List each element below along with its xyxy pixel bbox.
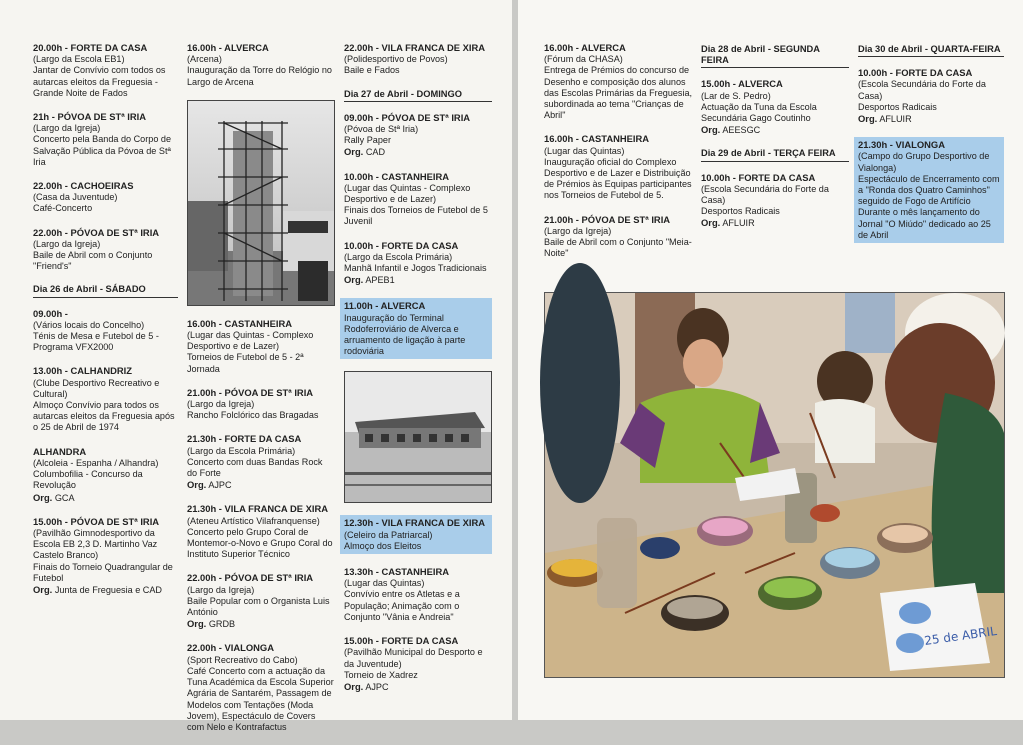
event-title: 21.30h - FORTE DA CASA <box>187 433 302 445</box>
event-title: 10.00h - CASTANHEIRA <box>344 170 450 182</box>
event-title: 15.00h - PÓVOA DE STª IRIA <box>33 515 160 527</box>
event-description: Concerto pelo Grupo Coral de Montemor-o-Novo e Grupo Coral do Instituto Superior Técnico <box>187 526 333 560</box>
left-column-1 <box>33 42 178 608</box>
event-title: 10.00h - FORTE DA CASA <box>344 239 459 251</box>
event-entry <box>344 635 492 693</box>
event-title: 10.00h - FORTE DA CASA <box>858 67 973 79</box>
day-header: Dia 29 de Abril - TERÇA FEIRA <box>701 148 849 161</box>
event-entry <box>344 112 492 159</box>
organizer-prefix: Org. <box>344 680 364 692</box>
event-description: Desportos Radicais <box>858 101 937 112</box>
event-description: Torneios de Futebol de 5 - 2ª Jornada <box>187 352 304 374</box>
organizer-prefix: Org. <box>33 583 53 595</box>
organizer-name: GRDB <box>208 619 236 630</box>
clock-tower-photo <box>187 100 335 306</box>
event-location: (Celeiro da Patriarcal) <box>344 529 433 540</box>
organizer-prefix: Org. <box>344 146 364 158</box>
left-column-3 <box>344 42 492 705</box>
event-location: (Lugar das Quintas - Complexo Desportivo e de Lazer) <box>187 330 314 352</box>
event-organizer <box>187 618 335 630</box>
event-location: (Campo do Grupo Desportivo de Vialonga) <box>858 151 990 173</box>
day-header: Dia 28 de Abril - SEGUNDA FEIRA <box>701 44 849 68</box>
event-title: 16.00h - CASTANHEIRA <box>187 317 293 329</box>
event-entry <box>33 446 178 504</box>
event-description: Torneio de Xadrez <box>344 669 418 680</box>
left-column-2 <box>187 42 335 745</box>
event-location: (Arcena) <box>187 54 222 65</box>
event-location: (Clube Desportivo Recreativo e Cultural) <box>33 377 160 399</box>
event-title: 21.00h - PÓVOA DE STª IRIA <box>544 213 671 225</box>
event-title: 13.30h - CASTANHEIRA <box>344 566 450 578</box>
event-description: Actuação da Tuna da Escola Secundária Gago Coutinho <box>701 101 817 124</box>
event-title: 22.00h - VILA FRANCA DE XIRA <box>344 42 485 53</box>
event-title: 22.00h - CACHOEIRAS <box>33 180 134 192</box>
terminal-photo <box>344 371 492 503</box>
event-location: (Fórum da CHASA) <box>544 54 623 65</box>
event-entry <box>344 566 492 623</box>
day-header: Dia 27 de Abril - DOMINGO <box>344 89 492 102</box>
event-title: 22.00h - VIALONGA <box>187 642 274 654</box>
event-location: (Largo da Igreja) <box>187 584 255 595</box>
event-location: (Pavilhão Municipal do Desporto e da Juventude) <box>344 647 483 669</box>
event-description: Baile e Fados <box>344 65 400 76</box>
event-description: Concerto pela Banda do Corpo de Salvação Pública da Póvoa de Stª Iria <box>33 134 172 167</box>
event-title: 22.00h - PÓVOA DE STª IRIA <box>33 226 160 238</box>
bus-terminal-image <box>345 372 491 502</box>
event-location: (Lugar das Quintas - Complexo Desportivo e de Lazer) <box>344 182 471 205</box>
event-title: 22.00h - PÓVOA DE STª IRIA <box>187 572 314 584</box>
event-entry <box>187 318 335 375</box>
event-organizer <box>33 584 178 596</box>
event-location: (Ateneu Artístico Vilafranquense) <box>187 515 320 526</box>
event-organizer <box>344 274 492 286</box>
organizer-name: CAD <box>365 147 386 158</box>
event-entry <box>33 111 178 168</box>
event-title: 09.00h - PÓVOA DE STª IRIA <box>344 111 471 123</box>
event-entry <box>544 214 694 260</box>
event-entry <box>344 171 492 228</box>
event-description: Finais dos Torneios de Futebol de 5 Juvenil <box>344 205 488 227</box>
event-description: Café-Concerto <box>33 203 93 214</box>
event-entry <box>187 433 335 491</box>
event-entry <box>33 180 178 215</box>
event-location: (Largo da Igreja) <box>187 399 255 410</box>
organizer-name: AFLUIR <box>879 114 912 125</box>
day-header: Dia 26 de Abril - SÁBADO <box>33 284 178 297</box>
event-title: ALHANDRA <box>33 445 87 457</box>
event-title: 21.30h - VIALONGA <box>858 139 945 151</box>
event-description: Jantar de Convívio com todos os autarcas eleitos da Freguesia - Grande Noite de Fados <box>33 65 166 98</box>
event-description: Finais do Torneio Quadrangular de Futebol <box>33 561 173 583</box>
event-description: Entrega de Prémios do concurso de Desenho e composição dos alunos das Escolas Primárias da Freguesia, subordinada ao tema "Crianças de Abril" <box>544 65 693 121</box>
event-location: (Largo da Escola EB1) <box>33 54 125 65</box>
organizer-prefix: Org. <box>187 479 207 491</box>
event-entry <box>187 42 335 88</box>
event-description: Inauguração oficial do Complexo Desportivo e de Lazer e Distribuição de Prémios às Equipas participantes nos Torneios de Futebol de 5. <box>544 156 692 201</box>
event-entry <box>544 133 694 201</box>
event-title: 12.30h - VILA FRANCA DE XIRA <box>344 517 485 529</box>
highlighted-event <box>854 137 1004 243</box>
right-column-2 <box>701 38 849 242</box>
event-description: Convívio entre os Atletas e a População; Animação com o Conjunto "Vânia e Andreia" <box>344 589 460 622</box>
event-title: 20.00h - FORTE DA CASA <box>33 42 148 53</box>
organizer-name: Junta de Freguesia e CAD <box>54 584 162 595</box>
event-title: 11.00h - ALVERCA <box>344 300 426 312</box>
event-location: (Largo da Igreja) <box>33 123 101 134</box>
event-entry <box>701 78 849 136</box>
organizer-name: AFLUIR <box>722 218 755 229</box>
event-description: Café Concerto com a actuação da Tuna Académica da Escola Superior Agrária de Santarém, Passagem de Modelos com Tentações (Moda Jovem), Espectáculo de Covers com Nelo e Kontrafactus <box>187 665 334 732</box>
event-entry <box>33 42 178 99</box>
organizer-prefix: Org. <box>701 217 721 229</box>
event-entry <box>858 67 1004 125</box>
event-title: 16.00h - ALVERCA <box>187 42 269 53</box>
event-entry <box>344 240 492 287</box>
event-entry <box>187 572 335 630</box>
event-location: (Póvoa de Stª Iria) <box>344 124 419 135</box>
event-organizer <box>701 124 849 136</box>
event-organizer <box>858 113 1004 125</box>
event-title: 21.00h - PÓVOA DE STª IRIA <box>187 386 314 398</box>
organizer-prefix: Org. <box>701 124 721 136</box>
highlighted-event <box>340 298 492 359</box>
organizer-prefix: Org. <box>344 274 364 286</box>
event-organizer <box>344 146 492 158</box>
event-description: Inauguração do Terminal Rodoferroviário de Alverca e arruamento de ligação à parte rodoviária <box>344 312 466 357</box>
day-header: Dia 30 de Abril - QUARTA-FEIRA <box>858 44 1004 57</box>
event-description: Rancho Folclórico das Bragadas <box>187 410 319 421</box>
event-location: (Lugar das Quintas) <box>544 145 625 156</box>
right-column-1 <box>544 42 694 271</box>
event-organizer <box>187 479 335 491</box>
painting-caption: 25 de ABRIL <box>923 623 998 648</box>
event-location: (Largo da Igreja) <box>33 238 101 249</box>
event-description: Manhã Infantil e Jogos Tradicionais <box>344 263 487 274</box>
event-description: Rally Paper <box>344 135 392 146</box>
event-entry <box>344 42 492 77</box>
organizer-name: AEESGC <box>722 125 761 136</box>
event-description: Inauguração da Torre do Relógio no Largo de Arcena <box>187 65 332 87</box>
event-entry <box>187 503 335 560</box>
event-location: (Vários locais do Concelho) <box>33 319 145 330</box>
event-entry <box>33 227 178 273</box>
event-entry <box>33 365 178 433</box>
event-organizer <box>33 492 178 504</box>
event-description: Baile de Abril com o Conjunto "Meia-Noite" <box>544 237 692 259</box>
painting-scene-image <box>545 293 1004 677</box>
children-painting-photo <box>544 292 1005 678</box>
event-title: 15.00h - FORTE DA CASA <box>344 635 459 647</box>
right-page <box>518 0 1023 720</box>
event-description: Espectáculo de Encerramento com a "Ronda dos Quatro Caminhos" seguido de Fogo de Artifício Durante o mês lançamento do Jornal "O Miúdo" dedicado ao 25 de Abril <box>858 173 1000 240</box>
organizer-prefix: Org. <box>187 618 207 630</box>
event-location: (Escola Secundária do Forte da Casa) <box>701 183 829 206</box>
event-entry <box>187 387 335 422</box>
right-column-3 <box>858 38 1004 255</box>
event-organizer <box>344 681 492 693</box>
event-location: (Lugar das Quintas) <box>344 578 425 589</box>
event-location: (Largo da Escola Primária) <box>187 445 296 456</box>
organizer-prefix: Org. <box>858 113 878 125</box>
event-organizer <box>701 217 849 229</box>
event-location: (Largo da Escola Primária) <box>344 251 453 262</box>
event-location: (Polidesportivo de Povos) <box>344 54 448 65</box>
event-title: 16.00h - ALVERCA <box>544 42 626 53</box>
organizer-name: AJPC <box>365 681 389 692</box>
event-title: 21h - PÓVOA DE STª IRIA <box>33 111 147 123</box>
scaffold-tower-image <box>188 101 334 305</box>
event-description: Concerto com duas Bandas Rock do Forte <box>187 456 323 479</box>
event-description: Columbofilia - Concurso da Revolução <box>33 469 143 491</box>
event-entry <box>701 172 849 230</box>
event-description: Desportos Radicais <box>701 206 780 217</box>
event-entry <box>187 642 335 733</box>
event-location: (Sport Recreativo do Cabo) <box>187 654 298 665</box>
event-title: 13.00h - CALHANDRIZ <box>33 365 132 377</box>
event-description: Ténis de Mesa e Futebol de 5 - Programa VFX2000 <box>33 331 159 353</box>
left-page <box>0 0 512 732</box>
organizer-name: AJPC <box>208 480 232 491</box>
event-description: Almoço Convívio para todos os autarcas eleitos da Freguesia após o 25 de Abril de 1974 <box>33 400 175 433</box>
event-location: (Alcoleia - Espanha / Alhandra) <box>33 457 159 468</box>
event-description: Baile Popular com o Organista Luis António <box>187 595 330 618</box>
organizer-name: GCA <box>54 492 75 503</box>
event-description: Almoço dos Eleitos <box>344 540 422 551</box>
organizer-prefix: Org. <box>33 491 53 503</box>
event-entry <box>33 516 178 596</box>
event-title: 09.00h - <box>33 307 68 319</box>
event-title: 15.00h - ALVERCA <box>701 78 783 90</box>
event-location: (Pavilhão Gimnodesportivo da Escola EB 2,3 D. Martinho Vaz Castelo Branco) <box>33 527 158 561</box>
event-location: (Largo da Igreja) <box>544 225 612 236</box>
event-location: (Escola Secundária do Forte da Casa) <box>858 79 986 101</box>
event-location: (Lar de S. Pedro) <box>701 90 771 101</box>
event-title: 16.00h - CASTANHEIRA <box>544 133 650 145</box>
organizer-name: APEB1 <box>365 275 395 286</box>
event-title: 21.30h - VILA FRANCA DE XIRA <box>187 503 328 515</box>
event-entry <box>33 308 178 354</box>
event-title: 10.00h - FORTE DA CASA <box>701 171 816 183</box>
event-location: (Casa da Juventude) <box>33 192 118 203</box>
event-entry <box>544 42 694 121</box>
event-description: Baile de Abril com o Conjunto "Friend's" <box>33 250 153 272</box>
highlighted-event <box>340 515 492 554</box>
